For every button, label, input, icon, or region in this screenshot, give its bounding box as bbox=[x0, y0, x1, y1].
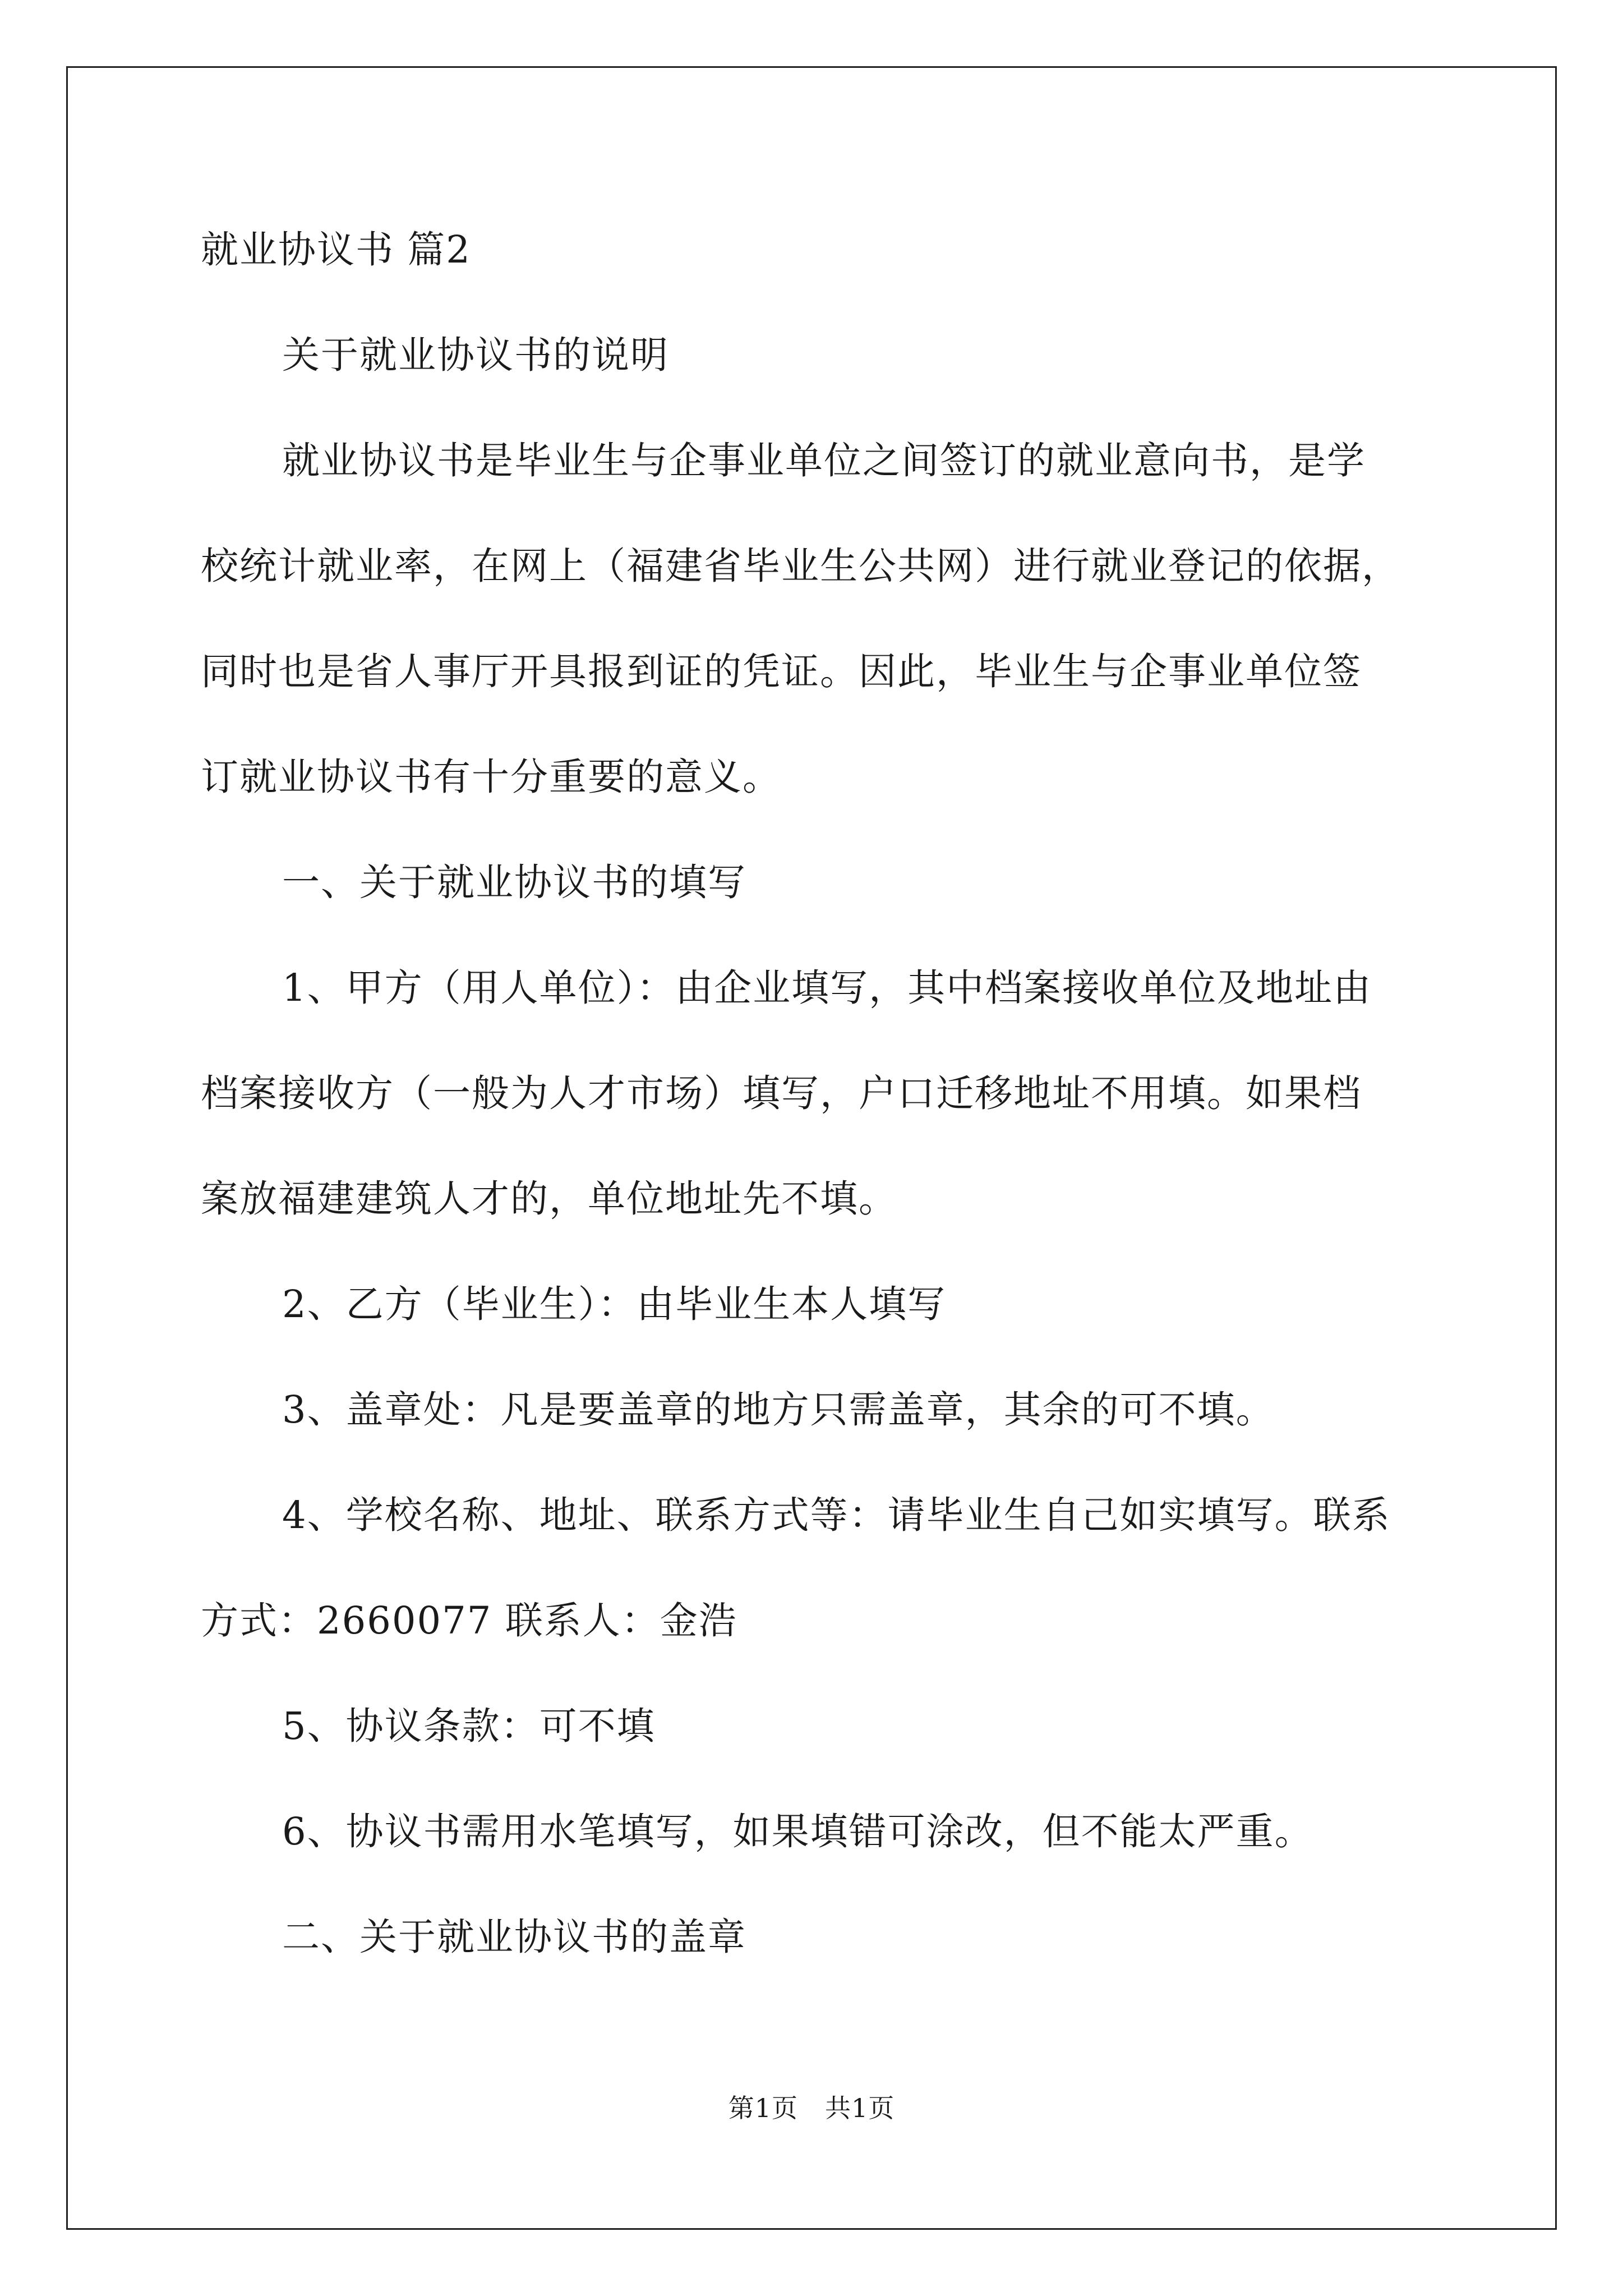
section-title: 一、关于就业协议书的填写 bbox=[282, 861, 746, 904]
paragraph-line: 1、甲方（用人单位）：由企业填写，其中档案接收单位及地址由 bbox=[282, 966, 1372, 1010]
list-item bbox=[201, 1487, 1435, 1649]
page-number-total: 共1页 bbox=[825, 2093, 895, 2123]
document-subtitle: 关于就业协议书的说明 bbox=[282, 333, 669, 377]
paragraph-line: 订就业协议书有十分重要的意义。 bbox=[201, 755, 781, 799]
paragraph-line: 档案接收方（一般为人才市场）填写，户口迁移地址不用填。如果档 bbox=[201, 1071, 1362, 1115]
paragraph-line: 4、学校名称、地址、联系方式等：请毕业生自己如实填写。联系 bbox=[282, 1493, 1391, 1537]
document-body bbox=[201, 222, 1435, 1965]
paragraph-line: 方式：2660077 联系人：金浩 bbox=[201, 1599, 737, 1642]
paragraph-line: 同时也是省人事厅开具报到证的凭证。因此，毕业生与企事业单位签 bbox=[201, 650, 1362, 693]
list-item: 3、盖章处：凡是要盖章的地方只需盖章，其余的可不填。 bbox=[282, 1388, 1275, 1432]
list-item: 6、协议书需用水笔填写，如果填错可涂改，但不能太严重。 bbox=[282, 1810, 1313, 1853]
paragraph-line: 案放福建建筑人才的，单位地址先不填。 bbox=[201, 1177, 897, 1221]
list-item: 2、乙方（毕业生）：由毕业生本人填写 bbox=[282, 1282, 947, 1326]
page-number-current: 第1页 bbox=[728, 2093, 798, 2123]
paragraph-line: 校统计就业率，在网上（福建省毕业生公共网）进行就业登记的依据， bbox=[201, 544, 1400, 588]
intro-paragraph bbox=[201, 432, 1435, 805]
list-item bbox=[201, 960, 1435, 1227]
list-item: 5、协议条款：可不填 bbox=[282, 1704, 656, 1748]
section-title: 二、关于就业协议书的盖章 bbox=[282, 1915, 746, 1959]
paragraph-line: 就业协议书是毕业生与企事业单位之间签订的就业意向书，是学 bbox=[282, 439, 1366, 482]
page-footer bbox=[0, 2091, 1623, 2125]
document-heading: 就业协议书 篇2 bbox=[201, 228, 471, 272]
